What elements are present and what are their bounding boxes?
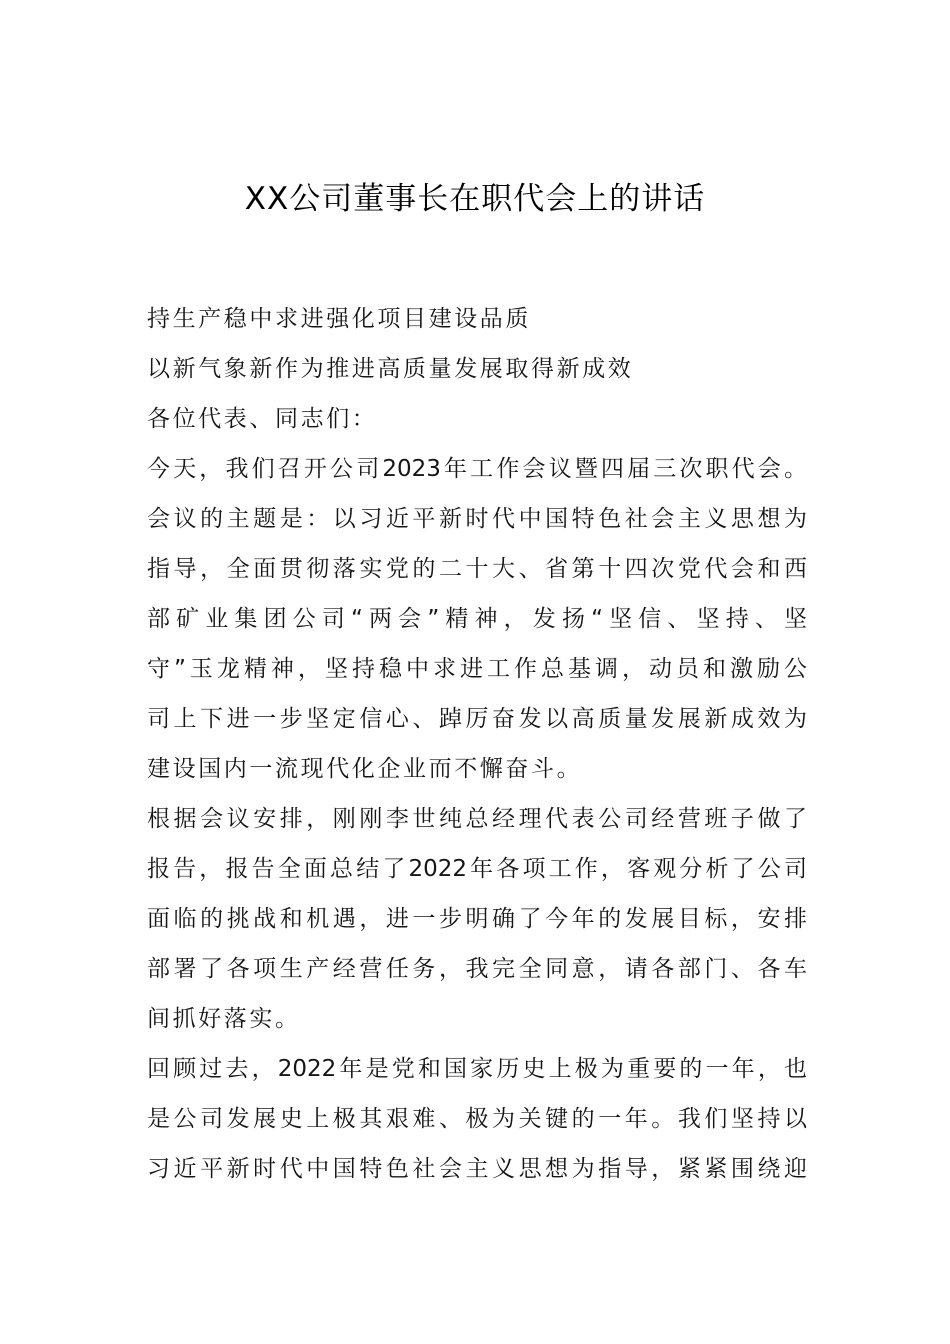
text-line: 今天，我们召开公司2023年工作会议暨四届三次职代会。 <box>147 456 807 482</box>
text-line: 回顾过去，2022年是党和国家历史上极为重要的一年，也 <box>147 1056 807 1082</box>
salutation: 各位代表、同志们： <box>147 406 378 432</box>
document-title: XX公司董事长在职代会上的讲话 <box>244 180 706 217</box>
document-body <box>147 294 807 1194</box>
text-line: 司上下进一步坚定信心、踔厉奋发以高质量发展新成效为 <box>147 706 807 732</box>
text-line: 建设国内一流现代化企业而不懈奋斗。 <box>147 756 583 782</box>
text-line: 守”玉龙精神，坚持稳中求进工作总基调，动员和激励公 <box>147 656 807 682</box>
text-line: 部矿业集团公司“两会”精神，发扬“坚信、坚持、坚 <box>147 606 807 632</box>
text-line: 是公司发展史上极其艰难、极为关键的一年。我们坚持以 <box>147 1106 807 1132</box>
text-line: 根据会议安排，刚刚李世纯总经理代表公司经营班子做了 <box>147 806 807 832</box>
subtitle-line-2: 以新气象新作为推进高质量发展取得新成效 <box>147 356 634 382</box>
text-line: 面临的挑战和机遇，进一步明确了今年的发展目标，安排 <box>147 906 807 932</box>
text-line: 报告，报告全面总结了2022年各项工作，客观分析了公司 <box>147 856 807 882</box>
text-line: 间抓好落实。 <box>147 1006 301 1032</box>
text-line: 会议的主题是：以习近平新时代中国特色社会主义思想为 <box>147 506 807 532</box>
text-line: 习近平新时代中国特色社会主义思想为指导，紧紧围绕迎 <box>147 1156 807 1182</box>
subtitle-line-1: 持生产稳中求进强化项目建设品质 <box>147 306 531 332</box>
text-line: 部署了各项生产经营任务，我完全同意，请各部门、各车 <box>147 956 807 982</box>
text-line: 指导，全面贯彻落实党的二十大、省第十四次党代会和西 <box>147 556 807 582</box>
